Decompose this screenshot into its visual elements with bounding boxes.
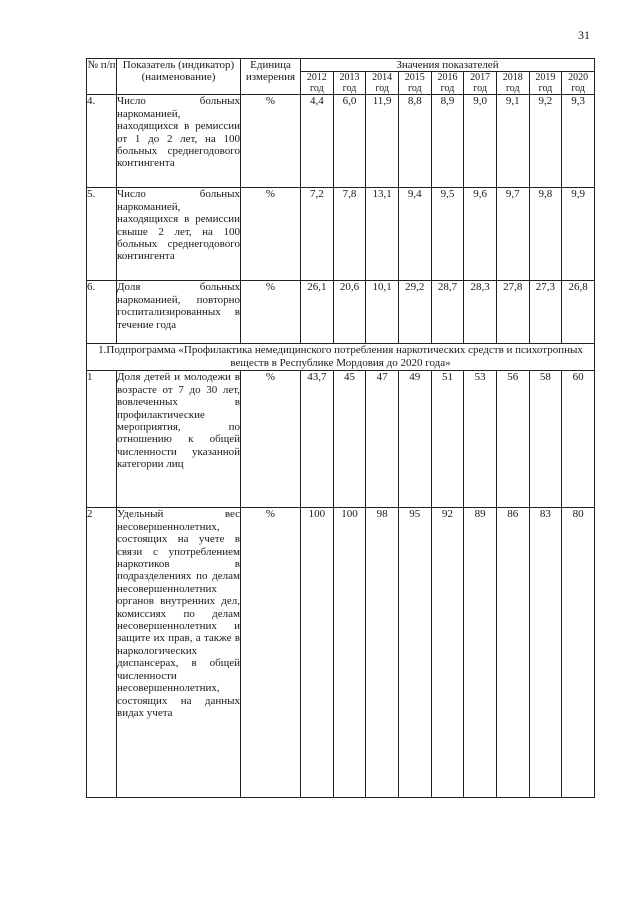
value-cell: 89 (464, 508, 497, 798)
row-number: 6. (87, 281, 117, 344)
value-cell: 60 (562, 371, 595, 508)
year-label: 2014 (372, 72, 393, 84)
indicators-table (86, 58, 595, 798)
year-label: 2012 (306, 72, 327, 84)
table-row (87, 188, 595, 281)
value-cell: 9,0 (464, 95, 497, 188)
header-row (87, 59, 595, 72)
year-header (562, 72, 595, 95)
unit-cell: % (241, 508, 301, 798)
indicator-name: Доля больных наркоманией, повторно госпитализированных в течение года (117, 281, 241, 344)
year-word: год (505, 83, 520, 95)
year-header (333, 72, 366, 95)
subprogram-row (87, 344, 595, 371)
year-label: 2019 (535, 72, 556, 84)
table-row (87, 95, 595, 188)
row-number: 1 (87, 371, 117, 508)
value-cell: 83 (529, 508, 562, 798)
value-cell: 28,7 (431, 281, 464, 344)
value-cell: 9,3 (562, 95, 595, 188)
row-number: 2 (87, 508, 117, 798)
unit-cell: % (241, 281, 301, 344)
value-cell: 43,7 (301, 371, 334, 508)
value-cell: 8,8 (398, 95, 431, 188)
value-cell: 95 (398, 508, 431, 798)
year-word: год (342, 83, 357, 95)
subprogram-title: 1.Подпрограмма «Профилактика немедицинского потребления наркотических средств и психотропных веществ в Республике Мордовия до 2020 года» (87, 344, 595, 371)
value-cell: 10,1 (366, 281, 399, 344)
value-cell: 28,3 (464, 281, 497, 344)
indicator-name: Доля детей и молодежи в возрасте от 7 до 30 лет, вовлеченных в профилактические мероприятия, по отношению к общей численности указанной категории лиц (117, 371, 241, 508)
unit-cell: % (241, 95, 301, 188)
value-cell: 98 (366, 508, 399, 798)
value-cell: 26,1 (301, 281, 334, 344)
value-cell: 58 (529, 371, 562, 508)
value-cell: 9,1 (496, 95, 529, 188)
value-cell: 49 (398, 371, 431, 508)
row-number: 4. (87, 95, 117, 188)
value-cell: 53 (464, 371, 497, 508)
year-label: 2018 (502, 72, 523, 84)
year-word: год (310, 83, 324, 95)
value-cell: 86 (496, 508, 529, 798)
year-word: год (407, 83, 422, 95)
value-cell: 9,9 (562, 188, 595, 281)
table-row (87, 508, 595, 798)
value-cell: 9,5 (431, 188, 464, 281)
value-cell: 92 (431, 508, 464, 798)
value-cell: 45 (333, 371, 366, 508)
header-num: № п/п (87, 59, 117, 95)
year-word: год (440, 83, 455, 95)
value-cell: 7,2 (301, 188, 334, 281)
value-cell: 51 (431, 371, 464, 508)
year-label: 2016 (437, 72, 458, 84)
value-cell: 100 (333, 508, 366, 798)
year-header (496, 72, 529, 95)
value-cell: 80 (562, 508, 595, 798)
year-header (398, 72, 431, 95)
value-cell: 100 (301, 508, 334, 798)
year-header (529, 72, 562, 95)
year-header (464, 72, 497, 95)
year-label: 2015 (404, 72, 425, 84)
value-cell: 20,6 (333, 281, 366, 344)
indicator-name: Число больных наркоманией, находящихся в ремиссии свыше 2 лет, на 100 больных среднегодового контингента (117, 188, 241, 281)
value-cell: 6,0 (333, 95, 366, 188)
value-cell: 11,9 (366, 95, 399, 188)
value-cell: 9,4 (398, 188, 431, 281)
row-number: 5. (87, 188, 117, 281)
year-header (301, 72, 334, 95)
year-word: год (375, 83, 389, 95)
value-cell: 13,1 (366, 188, 399, 281)
value-cell: 7,8 (333, 188, 366, 281)
year-label: 2017 (470, 72, 491, 84)
year-word: год (473, 83, 487, 95)
table-row (87, 371, 595, 508)
value-cell: 26,8 (562, 281, 595, 344)
unit-cell: % (241, 371, 301, 508)
value-cell: 47 (366, 371, 399, 508)
year-header (366, 72, 399, 95)
value-cell: 9,6 (464, 188, 497, 281)
table-row (87, 281, 595, 344)
value-cell: 29,2 (398, 281, 431, 344)
value-cell: 9,2 (529, 95, 562, 188)
header-indicator: Показатель (индикатор) (наименование) (117, 59, 241, 95)
indicator-name: Число больных наркоманией, находящихся в ремиссии от 1 до 2 лет, на 100 больных среднегодового контингента (117, 95, 241, 188)
year-word: год (571, 83, 585, 95)
header-values-title: Значения показателей (301, 59, 595, 72)
year-label: 2020 (568, 72, 589, 84)
value-cell: 27,3 (529, 281, 562, 344)
unit-cell: % (241, 188, 301, 281)
value-cell: 9,8 (529, 188, 562, 281)
value-cell: 9,7 (496, 188, 529, 281)
year-label: 2013 (339, 72, 360, 84)
value-cell: 8,9 (431, 95, 464, 188)
year-word: год (538, 83, 553, 95)
value-cell: 56 (496, 371, 529, 508)
page-number: 31 (578, 28, 590, 42)
value-cell: 4,4 (301, 95, 334, 188)
value-cell: 27,8 (496, 281, 529, 344)
header-unit: Единица измерения (241, 59, 301, 95)
indicator-name: Удельный вес несовершеннолетних, состоящих на учете в связи с употреблением наркотиков в подразделениях по делам несовершеннолетних органов внутренних дел, комиссиях по делам несовершеннолетних и защите их прав, а также в наркологических диспансерах, в общей численности несовершеннолетних, состоящих на данных видах учета (117, 508, 241, 798)
year-header (431, 72, 464, 95)
